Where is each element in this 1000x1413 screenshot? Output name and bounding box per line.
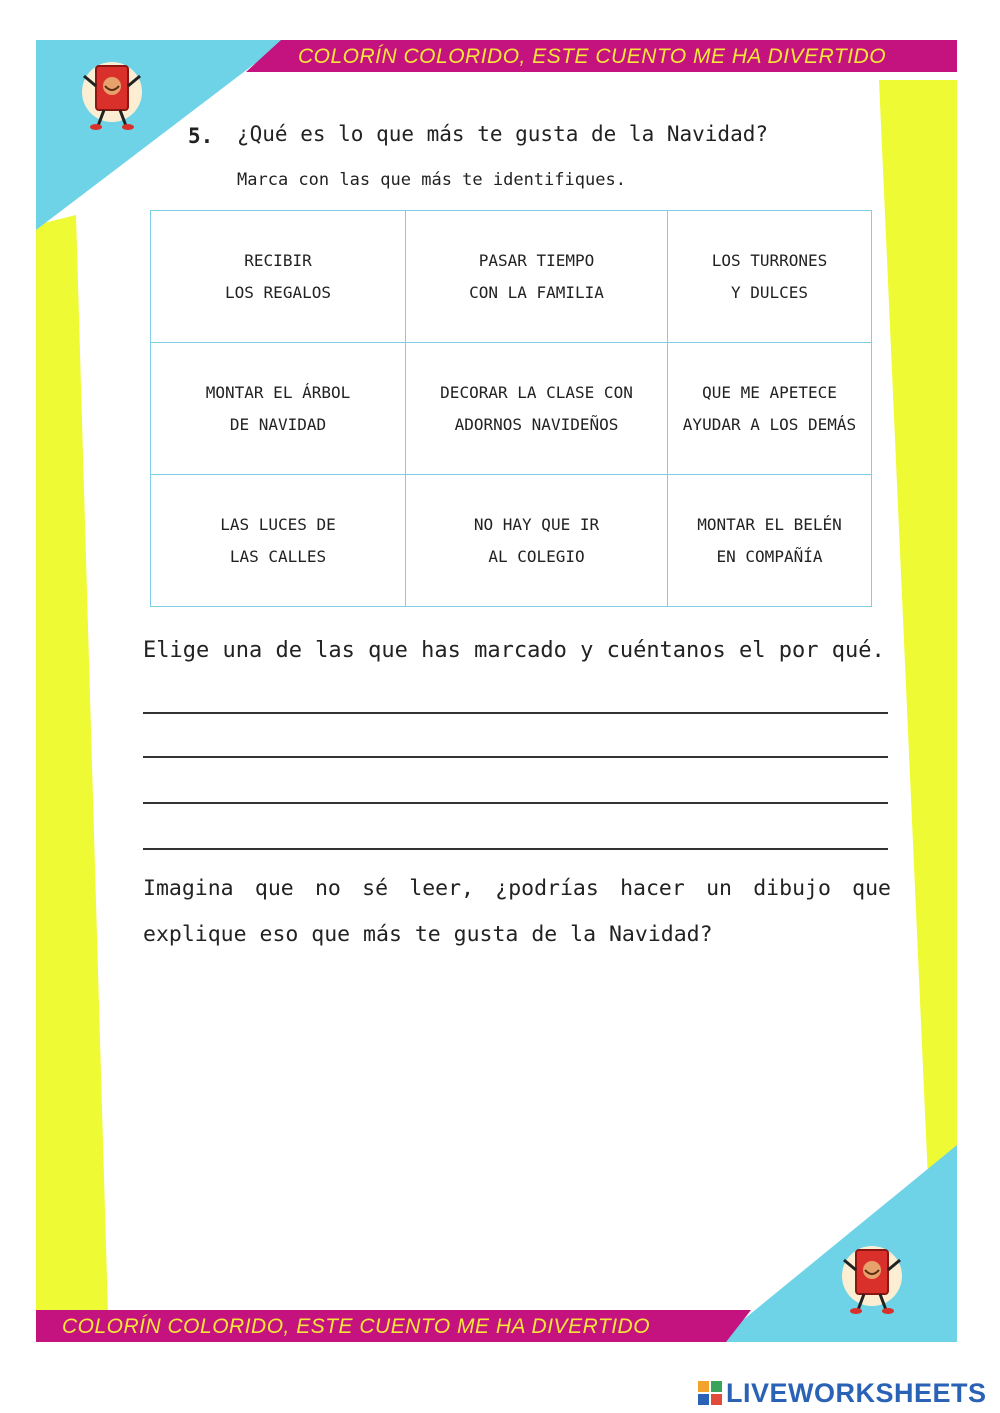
grid-row (151, 211, 872, 343)
option-line: QUE ME APETECE (702, 382, 837, 402)
logo-mark-icon (698, 1381, 722, 1405)
option-line: NO HAY QUE IR (473, 514, 600, 534)
option-cell[interactable] (151, 211, 406, 343)
option-line: Y DULCES (730, 282, 809, 302)
grid-row (151, 343, 872, 475)
answer-line[interactable] (143, 712, 888, 714)
option-cell[interactable] (151, 475, 406, 607)
prompt-draw: Imagina que no sé leer, ¿podrías hacer un dibujo que explique eso que más te gusta de la Navidad? (143, 876, 891, 947)
liveworksheets-logo (698, 1377, 987, 1409)
question-title: ¿Qué es lo que más te gusta de la Navidad? (237, 122, 769, 146)
answer-line[interactable] (143, 802, 888, 804)
question-number: 5. (188, 124, 214, 148)
top-banner-text: COLORÍN COLORIDO, ESTE CUENTO ME HA DIVERTIDO (298, 45, 887, 68)
option-cell[interactable] (668, 211, 872, 343)
option-cell[interactable] (406, 475, 668, 607)
prompt-choose: Elige una de las que has marcado y cuéntanos el por qué. (143, 638, 885, 663)
answer-line[interactable] (143, 848, 888, 850)
option-line: PASAR TIEMPO (478, 250, 595, 270)
option-cell[interactable] (151, 343, 406, 475)
option-line: MONTAR EL BELÉN (697, 514, 842, 534)
option-cell[interactable] (406, 211, 668, 343)
options-grid (150, 210, 872, 607)
option-line: RECIBIR (244, 250, 312, 270)
option-line: LOS REGALOS (225, 282, 331, 302)
bottom-banner-text: COLORÍN COLORIDO, ESTE CUENTO ME HA DIVERTIDO (62, 1315, 651, 1338)
option-line: CON LA FAMILIA (469, 282, 604, 302)
left-yellow-strip (36, 215, 108, 1315)
option-line: MONTAR EL ÁRBOL (205, 382, 351, 402)
option-cell[interactable] (668, 475, 872, 607)
option-line: LAS CALLES (229, 546, 327, 566)
option-line: ADORNOS NAVIDEÑOS (454, 414, 619, 434)
book-mascot-icon (76, 56, 150, 134)
option-line: LOS TURRONES (711, 250, 828, 270)
option-line: AYUDAR A LOS DEMÁS (682, 414, 857, 434)
option-line: DE NAVIDAD (229, 414, 327, 434)
right-yellow-strip (879, 80, 957, 1180)
question-instruction: Marca con las que más te identifiques. (237, 170, 626, 190)
option-line: AL COLEGIO (488, 546, 585, 566)
option-cell[interactable] (668, 343, 872, 475)
option-line: EN COMPAÑÍA (716, 546, 823, 566)
option-line: DECORAR LA CLASE CON (440, 382, 633, 402)
answer-line[interactable] (143, 756, 888, 758)
logo-text: LIVEWORKSHEETS (726, 1377, 987, 1408)
option-cell[interactable] (406, 343, 668, 475)
book-mascot-icon-bottom (836, 1240, 910, 1318)
grid-row (151, 475, 872, 607)
option-line: LAS LUCES DE (220, 514, 336, 534)
